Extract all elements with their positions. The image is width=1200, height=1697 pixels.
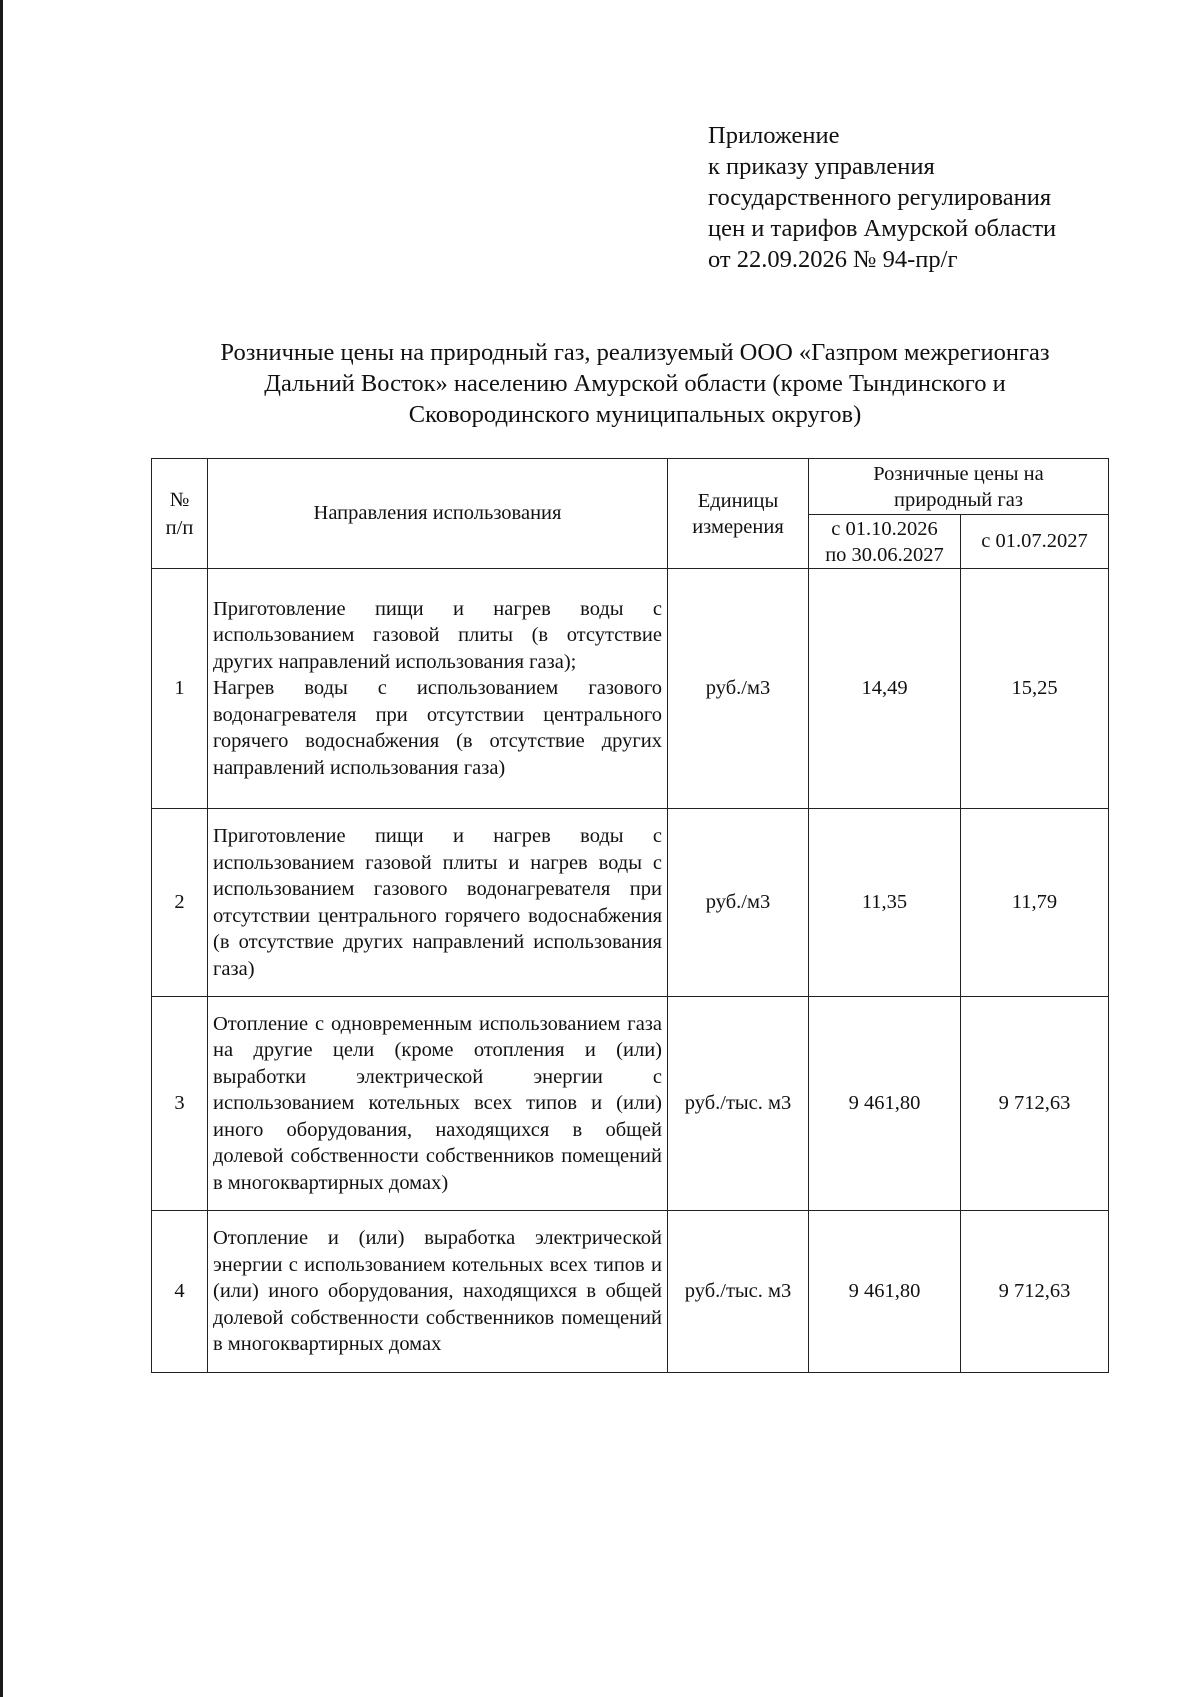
header-period-1	[809, 515, 961, 569]
header-number-line: №	[169, 488, 190, 511]
row-unit: руб./тыс. м3	[668, 1211, 809, 1373]
header-period-2: с 01.07.2027	[961, 515, 1109, 569]
title-line: Розничные цены на природный газ, реализуемый ООО «Газпром межрегионгаз	[220, 339, 1050, 366]
table-row	[152, 809, 1109, 997]
row-unit: руб./м3	[668, 569, 809, 809]
header-prices-line: природный газ	[894, 488, 1023, 511]
row-usage	[208, 1211, 668, 1373]
header-units-line: Единицы	[697, 489, 779, 512]
table-row	[152, 997, 1109, 1211]
row-price-period-1: 11,35	[809, 809, 961, 997]
header-period-line: с 01.10.2026	[831, 517, 938, 540]
appendix-line: государственного регулирования	[708, 184, 1052, 211]
row-usage-part: Приготовление пищи и нагрев воды с использованием газовой плиты (в отсутствие других направлений использования газа);	[213, 597, 662, 673]
price-table	[151, 458, 1109, 1373]
header-number-line: п/п	[165, 516, 194, 539]
row-price-period-2: 9 712,63	[961, 1211, 1109, 1373]
row-usage	[208, 569, 668, 809]
title-line: Сковородинского муниципальных округов)	[408, 401, 862, 428]
row-number: 4	[152, 1211, 208, 1373]
header-number	[152, 459, 208, 569]
header-units-line: измерения	[692, 515, 784, 538]
row-usage	[208, 997, 668, 1211]
row-unit: руб./м3	[668, 809, 809, 997]
page-left-edge	[0, 0, 3, 1697]
row-number: 3	[152, 997, 208, 1211]
table-row	[152, 1211, 1109, 1373]
appendix-line: Приложение	[708, 122, 840, 149]
appendix-line: цен и тарифов Амурской области	[708, 215, 1057, 242]
header-period-line: по 30.06.2027	[825, 543, 944, 566]
table-header-row	[152, 459, 1109, 515]
row-unit: руб./тыс. м3	[668, 997, 809, 1211]
row-price-period-1: 9 461,80	[809, 1211, 961, 1373]
header-units	[668, 459, 809, 569]
row-price-period-1: 14,49	[809, 569, 961, 809]
row-usage-part: Нагрев воды с использованием газового водонагревателя при отсутствии центрального горячего водоснабжения (в отсутствие других направлений использования газа)	[213, 677, 662, 779]
header-prices	[809, 459, 1109, 515]
row-price-period-2: 15,25	[961, 569, 1109, 809]
header-prices-line: Розничные цены на	[873, 462, 1044, 485]
appendix-block	[708, 120, 1178, 275]
row-price-period-2: 9 712,63	[961, 997, 1109, 1211]
row-number: 2	[152, 809, 208, 997]
row-usage-part: Отопление и (или) выработка электрической энергии с использованием котельных всех типов и (или) иного оборудования, находящихся в общей долевой собственности собственников помещений в многоквартирных домах	[213, 1227, 662, 1356]
appendix-line: от 22.09.2026 № 94-пр/г	[708, 246, 958, 273]
row-usage-part: Отопление с одновременным использованием газа на другие цели (кроме отопления и (или) выработки электрической энергии с использованием котельных всех типов и (или) иного оборудования, находящихся в общей долевой собственности собственников помещений в многоквартирных домах)	[213, 1012, 662, 1194]
table-row	[152, 569, 1109, 809]
appendix-line: к приказу управления	[708, 153, 935, 180]
row-price-period-2: 11,79	[961, 809, 1109, 997]
row-usage-part: Приготовление пищи и нагрев воды с использованием газовой плиты и нагрев воды с использованием газового водонагревателя при отсутствии центрального горячего водоснабжения (в отсутствие других направлений использования газа)	[213, 825, 662, 980]
row-usage	[208, 809, 668, 997]
row-number: 1	[152, 569, 208, 809]
document-title	[120, 337, 1150, 430]
header-usage: Направления использования	[208, 459, 668, 569]
row-price-period-1: 9 461,80	[809, 997, 961, 1211]
title-line: Дальний Восток» населению Амурской области (кроме Тындинского и	[264, 370, 1006, 397]
